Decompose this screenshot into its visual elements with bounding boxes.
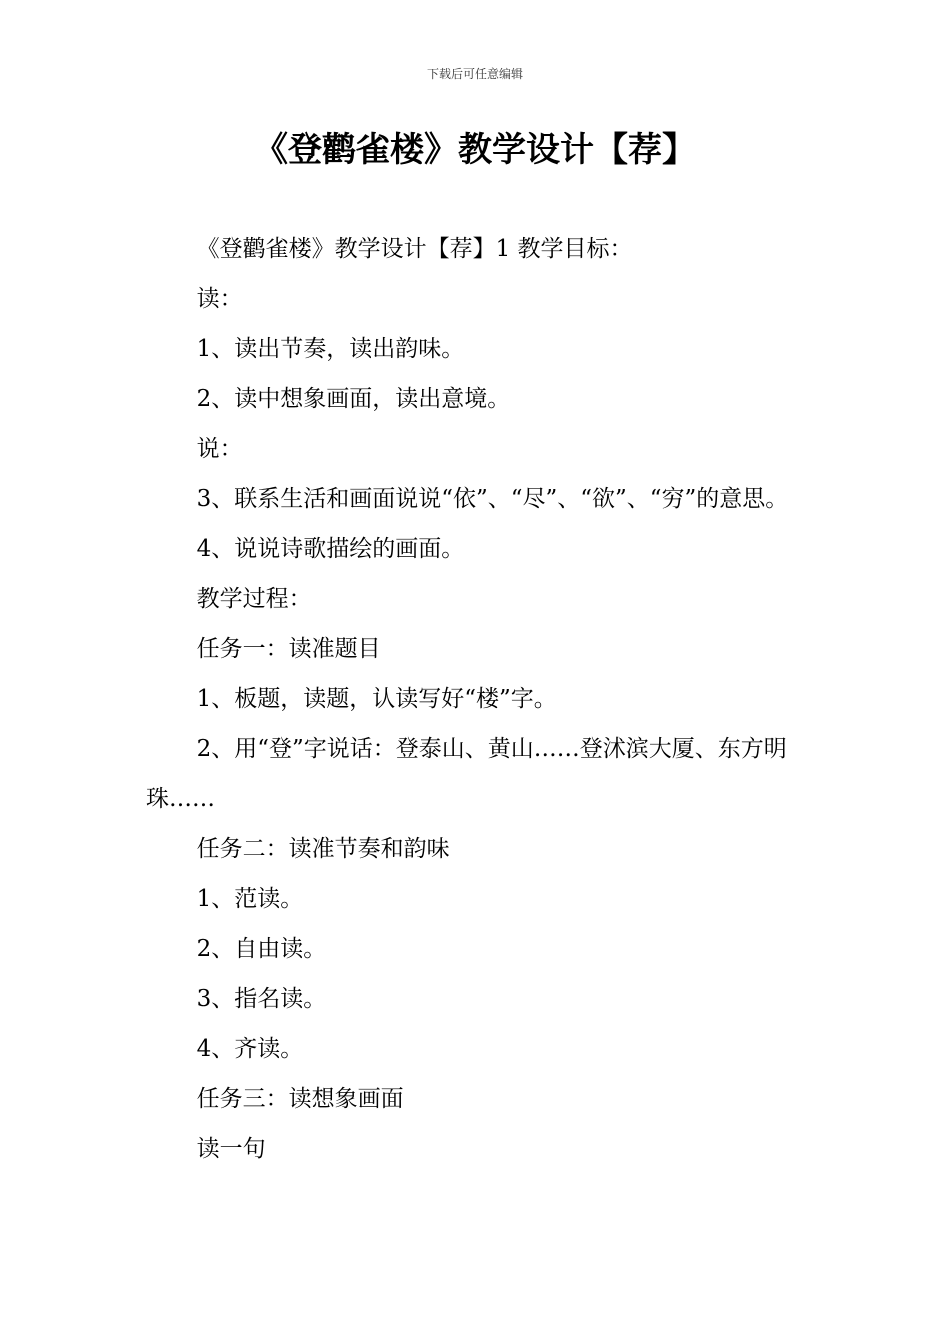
paragraph-goal-4: 4、说说诗歌描绘的画面。 (196, 536, 465, 562)
paragraph-task-1-step-2: 2、用“登”字说话：登泰山、黄山……登沭滨大厦、东方明珠…… (146, 736, 787, 812)
paragraph-task-2-step-4: 4、齐读。 (196, 1036, 304, 1062)
document-title: 《登鹳雀楼》教学设计【荐】 (254, 130, 696, 170)
header-note: 下载后可任意编辑 (426, 67, 523, 81)
paragraph-task-2-step-2: 2、自由读。 (196, 936, 327, 962)
paragraph-task-2: 任务二：读准节奏和韵味 (196, 836, 450, 862)
paragraph-task-1: 任务一：读准题目 (196, 636, 381, 662)
paragraph-read-heading: 读： (196, 286, 243, 312)
paragraph-goal-2: 2、读中想象画面，读出意境。 (196, 386, 511, 412)
paragraph-goal-1: 1、读出节奏，读出韵味。 (196, 336, 465, 362)
paragraph-task-1-step-1: 1、板题，读题，认读写好“楼”字。 (196, 686, 557, 712)
document-body (146, 224, 806, 1174)
paragraph-task-3: 任务三：读想象画面 (196, 1086, 404, 1112)
paragraph-goal-3: 3、联系生活和画面说说“依”、“尽”、“欲”、“穷”的意思。 (196, 486, 789, 512)
paragraph-process-heading: 教学过程： (196, 586, 312, 612)
paragraph-speak-heading: 说： (196, 436, 243, 462)
paragraph-task-2-step-1: 1、范读。 (196, 886, 304, 912)
paragraph-task-3-step-1: 读一句 (196, 1136, 266, 1162)
paragraph-intro: 《登鹳雀楼》教学设计【荐】1 教学目标： (196, 236, 633, 262)
paragraph-task-2-step-3: 3、指名读。 (196, 986, 327, 1012)
